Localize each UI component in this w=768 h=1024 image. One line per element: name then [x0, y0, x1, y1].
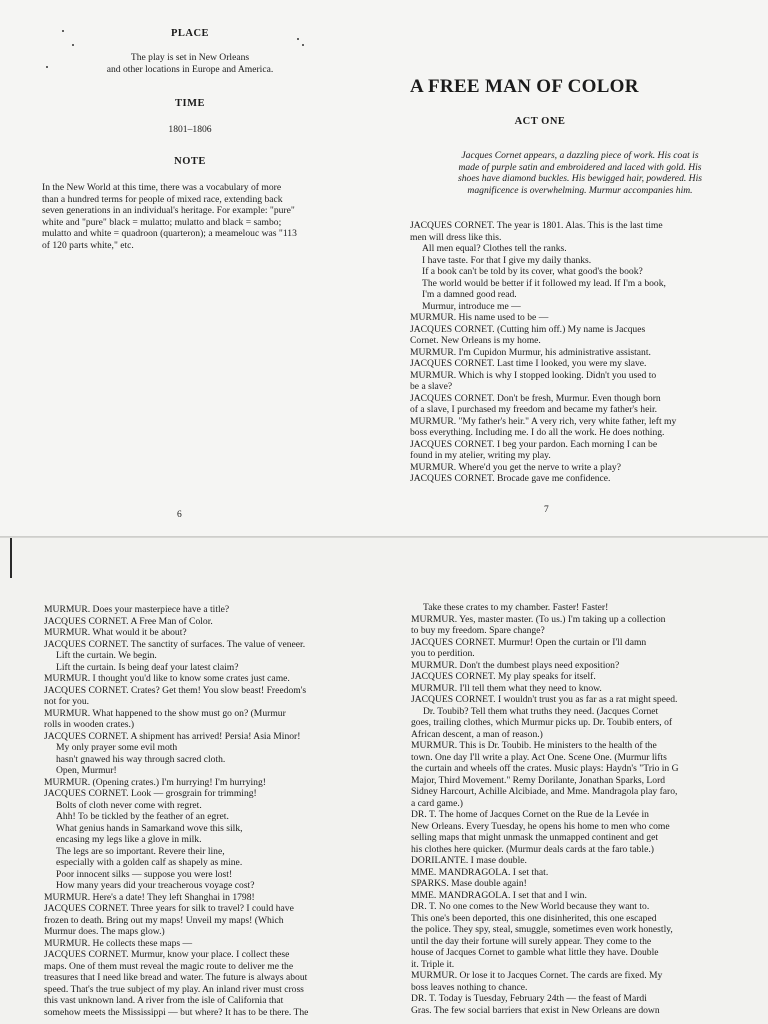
script-line: The legs are so important. Revere their line, [56, 845, 225, 857]
script-line: Open, Murmur! [56, 765, 117, 776]
script-line: MME. MANDRAGOLA. I set that and I win. [411, 889, 587, 901]
script-line: treasures that I need like bread and water. The future is always about [44, 972, 308, 983]
script-line: MURMUR. What would it be about? [44, 627, 187, 638]
script-line: MURMUR. I thought you'd like to know some crates just came. [44, 673, 290, 684]
script-line: MURMUR. What happened to the show must go on? (Murmur [44, 707, 286, 719]
script-line: his clothes here quicker. (Murmur deals cards at the faro table.) [411, 843, 654, 855]
script-line: boss leaves nothing to chance. [411, 981, 528, 993]
script-line: the curtain and wheels off the crates. Music plays: Haydn's "Trio in G [411, 763, 679, 774]
script-line: Murmur, introduce me — [422, 300, 521, 312]
script-line: MURMUR. Don't the dumbest plays need exposition? [411, 659, 620, 671]
dialogue [410, 220, 676, 485]
note-line: of 120 parts white," etc. [42, 239, 134, 251]
script-line: men will dress like this. [410, 231, 502, 243]
script-line: JACQUES CORNET. Look — grosgrain for trimming! [44, 788, 257, 799]
script-line: frozen to death. Bring out my maps! Unveil my maps! (Which [44, 914, 284, 926]
script-line: My only prayer some evil moth [56, 742, 178, 753]
script-line: MURMUR. This is Dr. Toubib. He ministers to the health of the [411, 740, 657, 751]
script-line: the police. They spy, steal, smuggle, sometimes even work honestly, [411, 924, 673, 935]
script-line: Poor innocent silks — suppose you were lost! [56, 868, 233, 880]
script-line: rolls in wooden crates.) [44, 719, 135, 730]
script-line: a card game.) [411, 797, 463, 809]
script-line: of a slave, I purchased my freedom and became my father's heir. [410, 404, 658, 415]
binding-mark [10, 538, 12, 578]
page-number: 6 [177, 510, 182, 520]
script-line: JACQUES CORNET. Don't be fresh, Murmur. Even though born [410, 392, 661, 404]
script-line: MURMUR. Or lose it to Jacques Cornet. The cards are fixed. My [411, 970, 663, 981]
script-line: New Orleans. Every Tuesday, he opens his home to men who come [411, 820, 670, 832]
script-line: JACQUES CORNET. Murmur, know your place. I collect these [44, 949, 290, 960]
script-line: JACQUES CORNET. Crates? Get them! You slow beast! Freedom's [44, 684, 307, 696]
script-line: JACQUES CORNET. Three years for silk to travel? I could have [44, 903, 294, 914]
script-line: I'm a damned good read. [422, 289, 517, 300]
note-line: mulatto and white = quadroon (quarteron); a meamelouc was "113 [42, 228, 297, 239]
place-heading: PLACE [170, 28, 210, 39]
script-line: MURMUR. He collects these maps — [44, 937, 193, 949]
script-line: JACQUES CORNET. A Free Man of Color. [44, 615, 213, 627]
script-line: The world would be better if it followed my lead. If I'm a book, [422, 277, 666, 289]
script-line: JACQUES CORNET. My play speaks for itself. [411, 671, 596, 682]
script-line: to buy my freedom. Spare change? [411, 625, 545, 636]
script-line: All men equal? Clothes tell the ranks. [422, 243, 567, 254]
script-line: DR. T. No one comes to the New World because they want to. [411, 901, 650, 912]
script-line: SPARKS. Mase double again! [411, 878, 527, 889]
script-line: MURMUR. I'll tell them what they need to know. [411, 682, 602, 694]
script-line: Dr. Toubib? Tell them what truths they need. (Jacques Cornet [423, 705, 659, 717]
page-number: 7 [544, 505, 549, 515]
script-line: DORILANTE. I mase double. [411, 855, 527, 866]
script-line: be a slave? [410, 381, 453, 392]
speck [62, 30, 64, 32]
speck [302, 44, 304, 46]
script-line: JACQUES CORNET. (Cutting him off.) My name is Jacques [410, 323, 646, 335]
script-line: you to perdition. [411, 648, 475, 659]
script-line: selling maps that might unmask the unmapped continent and get [411, 832, 658, 843]
script-line: JACQUES CORNET. I beg your pardon. Each morning I can be [410, 438, 658, 450]
stage-direction [428, 150, 732, 196]
bottom-spread [0, 538, 768, 1024]
script-line: MURMUR. Here's a date! They left Shanghai in 1798! [44, 891, 255, 903]
script-line: MURMUR. (Opening crates.) I'm hurrying! I'm hurrying! [44, 776, 266, 788]
script-line: JACQUES CORNET. The sanctity of surfaces. The value of veneer. [44, 638, 306, 650]
script-line: MME. MANDRAGOLA. I set that. [411, 866, 549, 878]
stage-direction-line: magnificence is overwhelming. Murmur accompanies him. [467, 184, 693, 196]
script-line: it. Triple it. [411, 958, 455, 970]
script-line: DR. T. The home of Jacques Cornet on the Rue de la Levée in [411, 809, 649, 820]
stage-direction-line: Jacques Cornet appears, a dazzling piece of work. His coat is [461, 150, 699, 161]
script-line: MURMUR. His name used to be — [410, 312, 549, 323]
script-line: How many years did your treacherous voyage cost? [56, 880, 255, 891]
script-line: JACQUES CORNET. The year is 1801. Alas. This is the last time [410, 220, 663, 231]
note-line: than a hundred terms for people of mixed race, extending back [42, 193, 283, 205]
script-line: Ahh! To be tickled by the feather of an egret. [56, 811, 229, 822]
time-heading: TIME [174, 98, 205, 109]
script-line: goes, trailing clothes, which Murmur picks up. Dr. Toubib enters, of [411, 717, 673, 728]
speck [297, 38, 299, 40]
note-heading: NOTE [174, 156, 206, 167]
script-line: Bolts of cloth never come with regret. [56, 799, 202, 811]
act-heading: ACT ONE [514, 116, 566, 127]
page-9-dialogue [411, 602, 679, 1016]
place-text [40, 52, 340, 75]
page-8-dialogue [44, 604, 308, 1018]
script-line: Lift the curtain. We begin. [56, 650, 157, 661]
script-line: Major, Third Movement." Remy Dorilante, Jonathan Sparks, Lord [411, 774, 666, 786]
play-title: A FREE MAN OF COLOR [410, 76, 639, 97]
script-line: somehow meets the Mississippi — but where? It has to be there. The [44, 1006, 309, 1018]
script-line: speed. That's the true subject of my play. An inland river must cross [44, 983, 304, 995]
script-line: not for you. [44, 696, 90, 707]
script-line: African descent, a man of reason.) [411, 728, 543, 740]
script-line: this vast unknown land. A river from the isle of California that [44, 995, 284, 1006]
stage-direction-line: shoes have diamond buckles. His bewigged hair, powdered. His [458, 173, 702, 184]
script-line: MURMUR. I'm Cupidon Murmur, his administrative assistant. [410, 346, 651, 358]
script-line: Murmur does. The maps glow.) [44, 926, 165, 937]
script-line: DR. T. Today is Tuesday, February 24th — the feast of Mardi [411, 993, 647, 1004]
script-line: town. One day I'll write a play. Act One. Scene One. (Murmur lifts [411, 751, 667, 763]
script-line: JACQUES CORNET. A shipment has arrived! Persia! Asia Minor! [44, 730, 301, 742]
time-value: 1801–1806 [168, 124, 212, 135]
note-line: seven generations in an individual's heritage. For example: "pure" [42, 205, 295, 216]
script-line: Lift the curtain. Is being deaf your latest claim? [56, 661, 239, 673]
note-line: white and "pure" black = mulatto; mulatto and black = sambo; [42, 216, 282, 228]
script-line: JACQUES CORNET. Murmur! Open the curtain or I'll damn [411, 636, 647, 648]
script-line: MURMUR. Which is why I stopped looking. Didn't you used to [410, 369, 657, 381]
script-line: found in my atelier, writing my play. [410, 450, 551, 461]
place-line: and other locations in Europe and America. [106, 63, 274, 75]
script-line: What genius hands in Samarkand wove this silk, [56, 822, 243, 834]
script-line: boss everything. Including me. I do all the work. He does nothing. [410, 427, 665, 438]
note-text [42, 182, 297, 251]
script-line: Sidney Harcourt, Achille Alcibiade, and Mme. Mandragola play faro, [411, 786, 678, 797]
note-line: In the New World at this time, there was a vocabulary of more [42, 182, 282, 193]
script-line: maps. One of them must reveal the magic route to deliver me the [44, 960, 294, 972]
script-line: hasn't gnawed his way through sacred cloth. [56, 753, 226, 765]
script-line: until the day their fortune will surely appear. They come to the [411, 935, 652, 947]
script-line: encasing my legs like a glove in milk. [56, 834, 202, 845]
script-line: JACQUES CORNET. Brocade gave me confidence. [410, 473, 611, 484]
script-line: If a book can't be told by its cover, what good's the book? [422, 266, 643, 277]
script-line: MURMUR. "My father's heir." A very rich, very white father, left my [410, 415, 677, 427]
script-line: Gras. The few social barriers that exist in New Orleans are down [411, 1004, 660, 1016]
script-line: house of Jacques Cornet to gamble what little they have. Double [411, 947, 659, 958]
script-line: MURMUR. Does your masterpiece have a title? [44, 604, 230, 615]
stage-direction-line: made of purple satin and embroidered and laced with gold. His [458, 161, 702, 173]
script-line: I have taste. For that I give my daily thanks. [422, 254, 592, 266]
script-line: MURMUR. Yes, master master. (To us.) I'm taking up a collection [411, 613, 666, 625]
script-line: Take these crates to my chamber. Faster! Faster! [423, 602, 609, 613]
script-line: MURMUR. Where'd you get the nerve to write a play? [410, 461, 621, 473]
place-line: The play is set in New Orleans [130, 52, 250, 63]
script-line: especially with a golden calf as shapely as mine. [56, 857, 243, 868]
speck [72, 44, 74, 46]
script-line: JACQUES CORNET. Last time I looked, you were my slave. [410, 358, 647, 369]
script-line: This one's been deported, this one disinherited, this one escaped [411, 912, 657, 924]
script-line: Cornet. New Orleans is my home. [410, 335, 541, 346]
script-line: JACQUES CORNET. I wouldn't trust you as far as a rat might speed. [411, 694, 678, 705]
